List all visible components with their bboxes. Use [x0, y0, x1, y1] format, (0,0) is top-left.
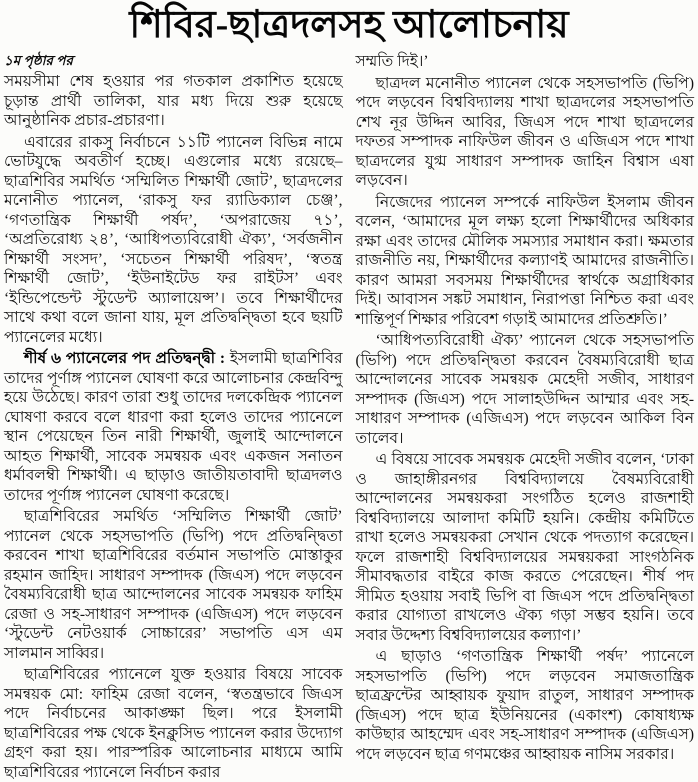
paragraph: ছাত্রশিবিরের সমর্থিত ‘সম্মিলিত শিক্ষার্থী জোট’ প্যানেল থেকে সহসভাপতি (ভিপি) পদে প্রতিদ্বন্দ্বিতা করবেন শাখা ছাত্রশিবিরের বর্তমান সভাপতি মোস্তাকুর রহমান জাহিদ। সাধারণ সম্পাদক (জিএস) পদে লড়বেন বৈষম্যবিরোধী ছাত্র আন্দোলনের সাবেক সমন্বয়ক ফাহিম রেজা ও সহ-সাধারণ সম্পাদক (এজিএস) পদে লড়বেন ‘স্টুডেন্ট নেটওয়ার্ক সোচ্চারের’ সভাপতি এস এম সালমান সাব্বির। [4, 508, 343, 662]
right-column-paragraphs [356, 52, 695, 764]
paragraph: নিজেদের প্যানেল সম্পর্কে নাফিউল ইসলাম জীবন বলেন, ‘আমাদের মূল লক্ষ্য হলো শিক্ষার্থীদের অধিকার রক্ষা এবং তাদের মৌলিক সমস্যার সমাধান করা। ক্ষমতার রাজনীতি নয়, শিক্ষার্থীদের কল্যাণই আমাদের রাজনীতি। কারণ আমরা সবসময় শিক্ষার্থীদের স্বার্থকে অগ্রাধিকার দিই। আবাসন সঙ্কট সমাধান, নিরাপত্তা নিশ্চিত করা এবং শান্তিপূর্ণ শিক্ষার পরিবেশ গড়াই আমাদের প্রতিশ্রুতি।’ [355, 193, 694, 328]
paragraph: ‘আধিপত্যবিরোধী ঐক্য’ প্যানেল থেকে সহসভাপতি (ভিপি) পদে প্রতিদ্বন্দ্বিতা করবেন বৈষম্যবিরোধী ছাত্র আন্দোলনের সাবেক সমন্বয়ক মেহেদী সজীব, সাধারণ সম্পাদক (জিএস) পদে সালাহউদ্দিন আম্মার এবং সহ-সাধারণ সম্পাদক (এজিএস) পদে লড়বেন আকিল বিন তালেব। [355, 332, 694, 447]
paragraph-bold-lead: শীর্ষ ৬ প্যানেলের পদ প্রতিদ্বন্দ্বী : [24, 350, 226, 367]
paragraph: ছাত্রশিবিরের প্যানেলে যুক্ত হওয়ার বিষয়ে সাবেক সমন্বয়ক মো: ফাহিম রেজা বলেন, ‘স্বতন্ত্রভাবে জিএস পদে নির্বাচনের আকাঙ্ক্ষা ছিল। পরে ইসলামী ছাত্রশিবিরের পক্ষ থেকে ইনক্লুসিভ প্যানেল করার উদ্যোগ গ্রহণ করা হয়। পারস্পরিক আলোচনার মাধ্যমে আমি ছাত্রশিবিরের প্যানেলে নির্বাচন করার [4, 666, 343, 781]
paragraph: এ বিষয়ে সাবেক সমন্বয়ক মেহেদী সজীব বলেন, ‘ঢাকা ও জাহাঙ্গীরনগর বিশ্ববিদ্যালয়ে বৈষম্যবিরোধী আন্দোলনের সমন্বয়করা সংগঠিত হলেও রাজশাহী বিশ্ববিদ্যালয়ে আলাদা কমিটি হয়নি। কেন্দ্রীয় কমিটিতে রাখা হলেও সমন্বয়করা সেখান থেকে পদত্যাগ করেছেন। ফলে রাজশাহী বিশ্ববিদ্যালয়ের সমন্বয়করা সাংগঠনিক সীমাবদ্ধতার বাইরে কাজ করতে পেরেছেন। শীর্ষ পদ সীমিত হওয়ায় সবাই ভিপি বা জিএস পদে প্রতিদ্বন্দ্বিতা করার যোগ্যতা রাখলেও ঐক্য গড়া সম্ভব হয়নি। তবে সবার উদ্দেশ্য বিশ্ববিদ্যালয়ের কল্যাণ।’ [355, 451, 694, 644]
left-column-paragraphs [4, 72, 343, 782]
article-columns [4, 52, 694, 782]
paragraph: সময়সীমা শেষ হওয়ার পর গতকাল প্রকাশিত হয়েছে চূড়ান্ত প্রার্থী তালিকা, যার মধ্য দিয়ে শুরু হয়েছে আনুষ্ঠানিক প্রচার-প্রচারণা। [4, 73, 343, 129]
paragraph: এবারের রাকসু নির্বাচনে ১১টি প্যানেল বিভিন্ন নামে ভোটযুদ্ধে অবতীর্ণ হচ্ছে। এগুলোর মধ্যে রয়েছে– ছাত্রশিবির সমর্থিত ‘সম্মিলিত শিক্ষার্থী জোট’, ছাত্রদলের মনোনীত প্যানেল, ‘রাকসু ফর র‍্যাডিক্যাল চেঞ্জ’, ‘গণতান্ত্রিক শিক্ষার্থী পর্ষদ’, ‘অপরাজেয় ৭১’, ‘অপ্রতিরোধ্য ২৪’, ‘আধিপত্যবিরোধী ঐক্য’, ‘সর্বজনীন শিক্ষার্থী সংসদ’, ‘সচেতন শিক্ষার্থী পরিষদ’, ‘স্বতন্ত্র শিক্ষার্থী জোট’, ‘ইউনাইটেড ফর রাইটস’ এবং ‘ইন্ডিপেন্ডেন্ট স্টুডেন্ট অ্যালায়েন্স’। তবে শিক্ষার্থীদের সাথে কথা বলে জানা যায়, মূল প্রতিদ্বন্দ্বিতা হবে ছয়টি প্যানেলের মধ্যে। [4, 133, 343, 346]
left-column [4, 52, 343, 782]
article-headline: শিবির-ছাত্রদলসহ আলোচনায় [129, 4, 569, 46]
paragraph: ছাত্রদল মনোনীত প্যানেল থেকে সহসভাপতি (ভিপি) পদে লড়বেন বিশ্ববিদ্যালয় শাখা ছাত্রদলের সহসভাপতি শেখ নূর উদ্দিন আবির, জিএস পদে শাখা ছাত্রদলের দফতর সম্পাদক নাফিউল জীবন ও এজিএস পদে শাখা ছাত্রদলের যুগ্ম সাধারণ সম্পাদক জাহিন বিশ্বাস এষা লড়বেন। [355, 74, 694, 189]
paragraph: শীর্ষ ৬ প্যানেলের পদ প্রতিদ্বন্দ্বী : ইসলামী ছাত্রশিবির তাদের পূর্ণাঙ্গ প্যানেল ঘোষণা করে আলোচনার কেন্দ্রবিন্দু হয়ে উঠেছে। কারণ তারা শুধু তাদের দলকেন্দ্রিক প্যানেল ঘোষণা করবে বলে ধারণা করা হলেও তাদের প্যানেলে স্থান পেয়েছেন তিন নারী শিক্ষার্থী, জুলাই আন্দোলনে আহত শিক্ষার্থী, সাবেক সমন্বয়ক এবং একজন সনাতন ধর্মাবলম্বী শিক্ষার্থী। এ ছাড়াও জাতীয়তাবাদী ছাত্রদলও তাদের পূর্ণাঙ্গ প্যানেল ঘোষণা করেছে। [4, 350, 343, 504]
continued-from-page-note: ১ম পৃষ্ঠার পর [4, 53, 73, 68]
paragraph: সম্মতি দিই।’ [355, 53, 429, 70]
right-column [356, 52, 695, 764]
paragraph: এ ছাড়াও ‘গণতান্ত্রিক শিক্ষার্থী পর্ষদ’ প্যানেলে সহসভাপতি (ভিপি) পদে লড়বেন সমাজতান্ত্রিক ছাত্রফ্রন্টের আহ্বায়ক ফুয়াদ রাতুল, সাধারণ সম্পাদক (জিএস) পদে ছাত্র ইউনিয়নের (একাংশ) কোষাধ্যক্ষ কাউছার আহম্মেদ এবং সহ-সাধারণ সম্পাদক (এজিএস) পদে লড়বেন ছাত্র গণমঞ্চের আহ্বায়ক নাসিম সরকার। [355, 648, 694, 763]
